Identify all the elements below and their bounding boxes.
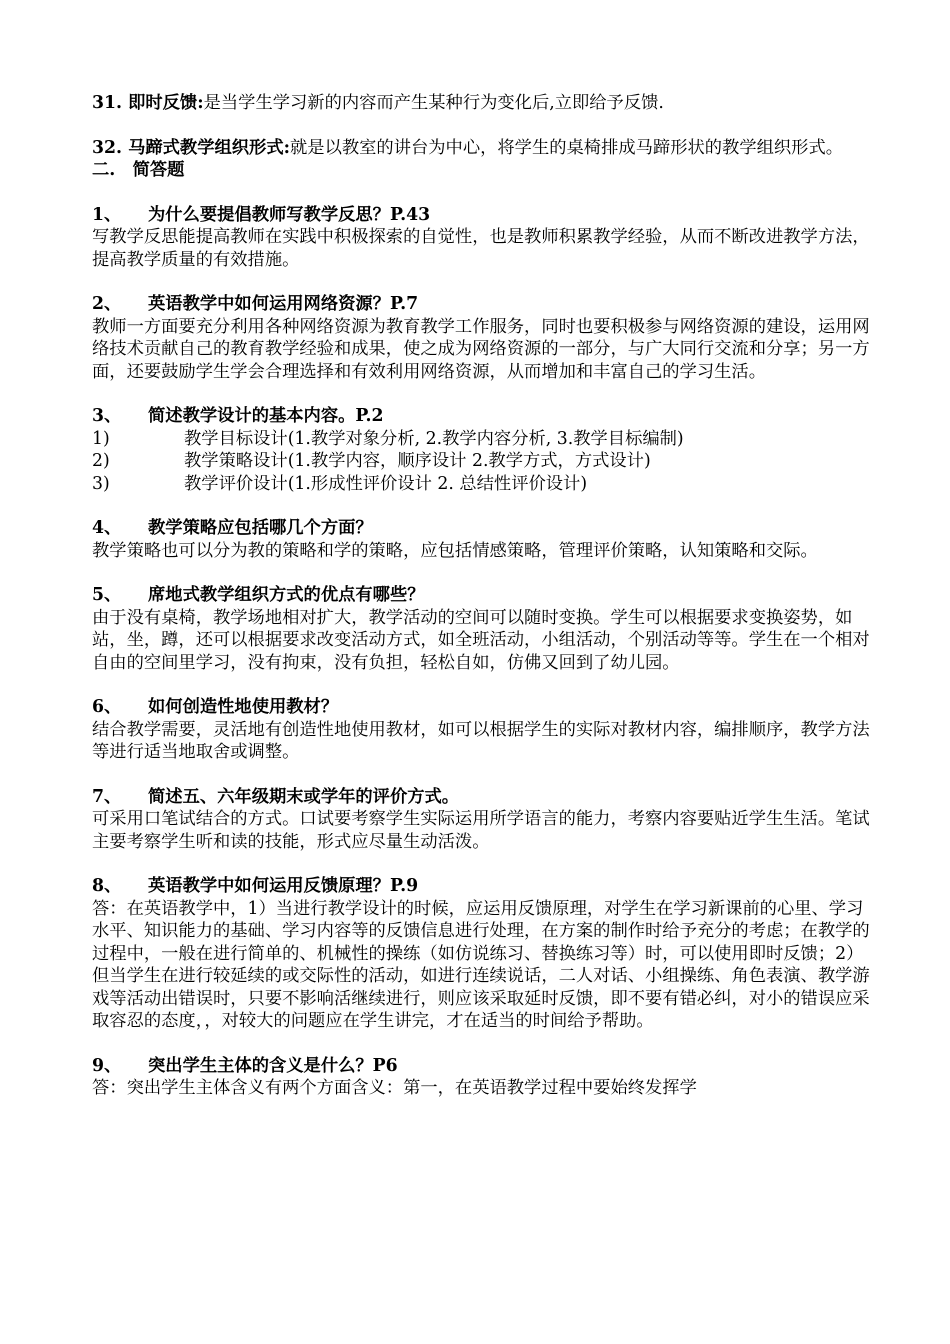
question-number: 6、: [92, 697, 122, 717]
question-title: 如何创造性地使用教材？: [148, 697, 339, 717]
question-number: 2、: [92, 294, 122, 314]
list-item: [92, 473, 870, 496]
question-9: [92, 1055, 870, 1100]
question-title: 席地式教学组织方式的优点有哪些？: [148, 585, 425, 605]
question-8: [92, 875, 870, 1033]
question-5: [92, 584, 870, 674]
definition-31: [92, 92, 870, 115]
question-1: [92, 204, 870, 272]
definition-text: 是当学生学习新的内容而产生某种行为变化后,立即给予反馈.: [203, 93, 664, 113]
question-title: 突出学生主体的含义是什么？P6: [148, 1055, 398, 1076]
definition-text: 就是以教室的讲台为中心，将学生的桌椅排成马蹄形状的教学组织形式。: [290, 137, 844, 158]
question-answer: 答：突出学生主体含义有两个方面含义：第一，在英语教学过程中要始终发挥学: [92, 1078, 697, 1098]
question-answer: 由于没有桌椅，教学场地相对扩大，教学活动的空间可以随时变换。学生可以根据要求变换姿势，如站，坐，蹲，还可以根据要求改变活动方式，如全班活动，小组活动，个别活动等等。学生在一个相对自由的空间里学习，没有拘束，没有负担，轻松自如，仿佛又回到了幼儿园。: [92, 607, 870, 673]
question-number: 5、: [92, 585, 122, 605]
list-number: 1): [92, 428, 110, 449]
question-answer: 答：在英语教学中，1）当进行教学设计的时候，应运用反馈原理，对学生在学习新课前的心里、学习水平、知识能力的基础、学习内容等的反馈信息进行处理，在方案的制作时给予充分的考虑；在教学的过程中，一般在进行简单的、机械性的操练（如仿说练习、替换练习等）时，可以使用即时反馈；2）但当学生在进行较延续的或交际性的活动，如进行连续说话，二人对话、小组操练、角色表演、教学游戏等活动出错误时，只要不影响活继续进行，则应该采取延时反馈，即不要有错必纠，对小的错误应采取容忍的态度，，对较大的问题应在学生讲完，才在适当的时间给予帮助。: [92, 898, 870, 1031]
question-answer: 写教学反思能提高教师在实践中积极探索的自觉性，也是教师积累教学经验，从而不断改进教学方法，提高教学质量的有效措施。: [92, 227, 870, 270]
question-title: 英语教学中如何运用反馈原理？P.9: [148, 876, 419, 896]
question-answer: 教学策略也可以分为教的策略和学的策略，应包括情感策略，管理评价策略，认知策略和交际。: [92, 540, 818, 561]
list-text: 教学目标设计(1.教学对象分析, 2.教学内容分析, 3.教学目标编制): [184, 428, 684, 449]
question-number: 3、: [92, 406, 122, 426]
question-3: [92, 405, 870, 495]
question-title: 简述教学设计的基本内容。P.2: [148, 406, 384, 426]
document-page: [92, 92, 870, 1100]
list-number: 3): [92, 473, 110, 494]
question-number: 4、: [92, 518, 122, 538]
definition-32: [92, 137, 870, 160]
question-7: [92, 786, 870, 854]
question-6: [92, 696, 870, 764]
question-title: 简述五、六年级期末或学年的评价方式。: [148, 786, 460, 807]
question-number: 9、: [92, 1055, 122, 1076]
question-number: 7、: [92, 786, 122, 807]
question-number: 8、: [92, 876, 122, 896]
list-item: [92, 450, 870, 473]
question-2: [92, 293, 870, 383]
definition-term: 32. 马蹄式教学组织形式:: [92, 137, 290, 158]
question-title: 为什么要提倡教师写教学反思？P.43: [148, 204, 431, 225]
list-text: 教学评价设计(1.形成性评价设计 2. 总结性评价设计): [184, 473, 588, 494]
section-title: 二. 简答题: [92, 160, 185, 180]
question-answer: 可采用口笔试结合的方式。口试要考察学生实际运用所学语言的能力，考察内容要贴近学生生活。笔试主要考察学生听和读的技能，形式应尽量生动活泼。: [92, 809, 870, 852]
question-4: [92, 517, 870, 562]
list-number: 2): [92, 451, 110, 471]
question-answer: 结合教学需要，灵活地有创造性地使用教材，如可以根据学生的实际对教材内容，编排顺序，教学方法等进行适当地取舍或调整。: [92, 719, 870, 762]
question-number: 1、: [92, 204, 122, 225]
question-title: 英语教学中如何运用网络资源？P.7: [148, 294, 419, 314]
list-item: [92, 428, 870, 451]
definition-term: 31. 即时反馈:: [92, 93, 204, 113]
question-title: 教学策略应包括哪几个方面？: [148, 518, 373, 538]
question-answer: 教师一方面要充分利用各种网络资源为教育教学工作服务，同时也要积极参与网络资源的建设，运用网络技术贡献自己的教育教学经验和成果，使之成为网络资源的一部分，与广大同行交流和分享；另一方面，还要鼓励学生学会合理选择和有效利用网络资源，从而增加和丰富自己的学习生活。: [92, 316, 870, 382]
list-text: 教学策略设计(1.教学内容，顺序设计 2.教学方式，方式设计): [184, 451, 651, 471]
